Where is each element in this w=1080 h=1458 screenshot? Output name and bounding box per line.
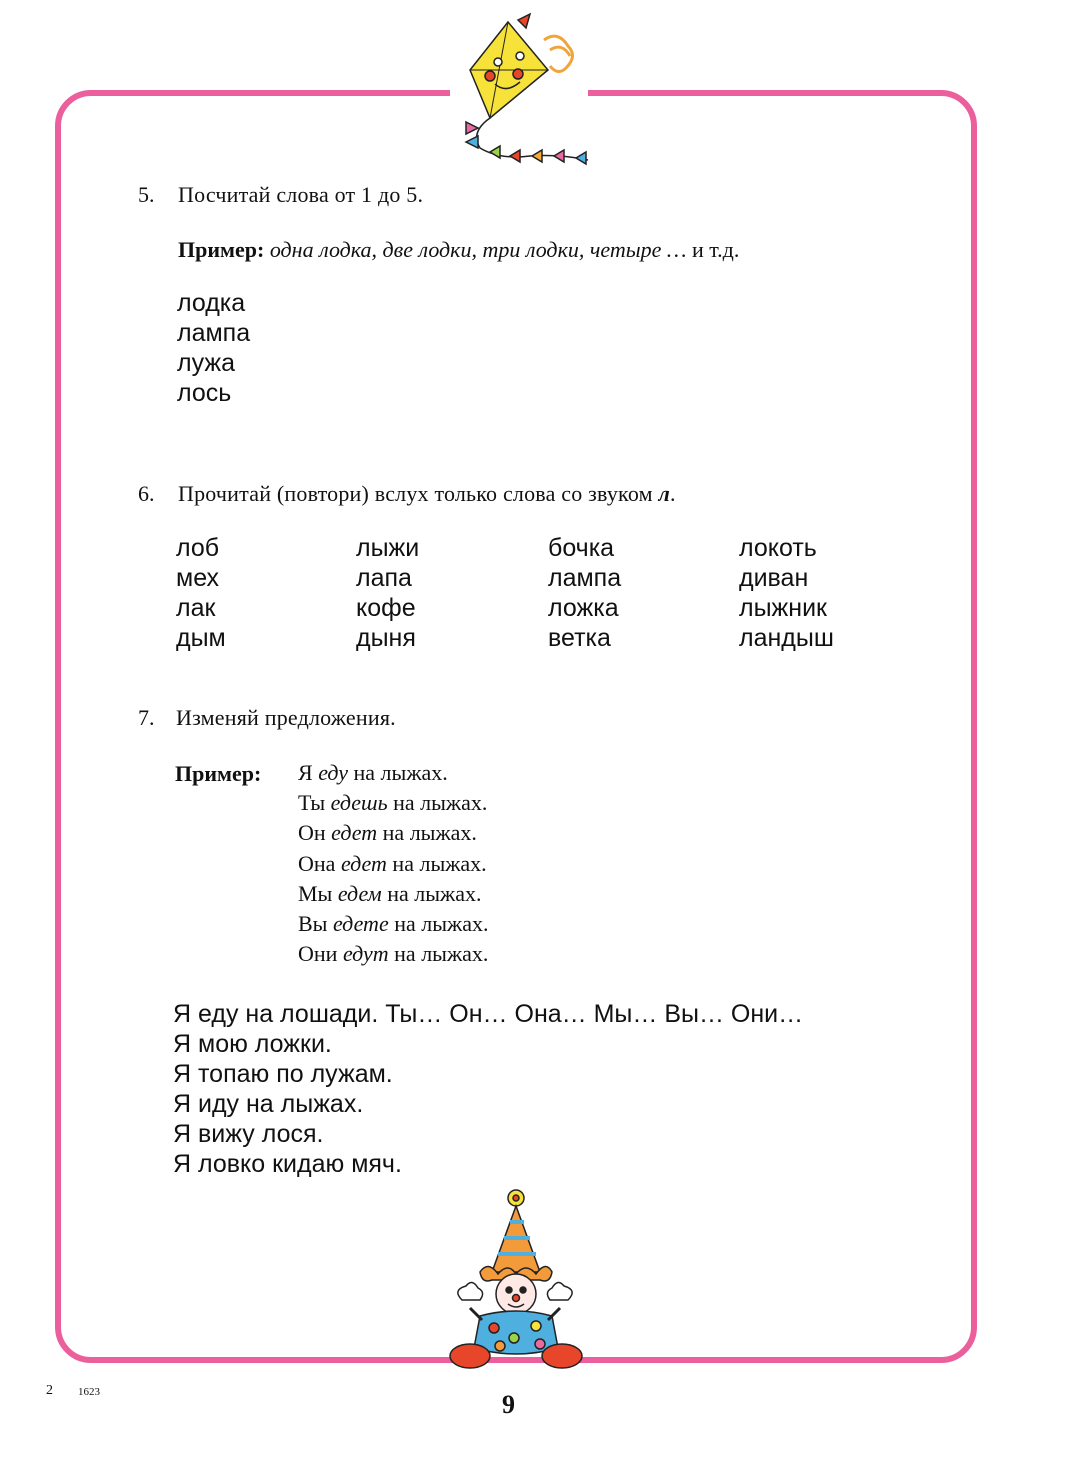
list-item: лось <box>177 379 232 407</box>
exercise-5-number: 5. <box>138 182 155 207</box>
target-sound: л <box>658 481 670 506</box>
exercise-7-task-list <box>173 999 803 1179</box>
example-line: Мы едем на лыжах. <box>298 880 482 906</box>
list-item: ландыш <box>739 624 834 652</box>
exercise-6-column-4 <box>739 533 834 653</box>
list-item: лак <box>176 594 216 622</box>
example-line: Ты едешь на лыжах. <box>298 790 488 816</box>
example-text: одна лодка, две лодки, три лодки, четыре … <box>269 237 687 262</box>
exercise-7-instruction: Изменяй предложения. <box>176 705 396 730</box>
exercise-7-number: 7. <box>138 705 155 730</box>
exercise-6-column-1 <box>176 533 226 653</box>
exercise-6-column-2 <box>356 533 419 653</box>
example-line: Они едут на лыжах. <box>298 941 489 967</box>
list-item: локоть <box>739 534 817 562</box>
list-item: лампа <box>548 564 622 592</box>
exercise-6-number: 6. <box>138 481 155 506</box>
exercise-6-column-3 <box>548 533 621 653</box>
kite-illustration <box>440 10 600 170</box>
list-item: мех <box>176 564 220 592</box>
list-item: кофе <box>356 594 416 622</box>
list-item: Я вижу лося. <box>173 1120 324 1148</box>
list-item: Я ловко кидаю мяч. <box>173 1150 402 1178</box>
list-item: Я мою ложки. <box>173 1030 332 1058</box>
example-line: Я еду на лыжах. <box>298 760 448 785</box>
list-item: лужа <box>177 349 235 377</box>
example-line: Вы едете на лыжах. <box>298 911 489 937</box>
exercise-6-instruction <box>178 481 676 507</box>
list-item: Я иду на лыжах. <box>173 1090 364 1118</box>
list-item: ветка <box>548 624 611 652</box>
list-item: бочка <box>548 534 615 562</box>
example-label: Пример: <box>178 237 265 262</box>
exercise-5-instruction: Посчитай слова от 1 до 5. <box>178 182 424 207</box>
list-item: лыжи <box>356 534 420 562</box>
list-item: ложка <box>548 594 619 622</box>
exercise-7-example-lines <box>298 758 488 969</box>
clown-illustration <box>440 1188 590 1378</box>
example-line: Она едет на лыжах. <box>298 850 487 876</box>
list-item: дым <box>176 624 226 652</box>
list-item: дыня <box>356 624 416 652</box>
print-code: 1623 <box>78 1386 100 1398</box>
instruction-end: . <box>669 481 676 506</box>
page-number: 9 <box>502 1390 515 1419</box>
exercise-7-example-label: Пример: <box>175 761 262 786</box>
list-item: Я еду на лошади. Ты… Он… Она… Мы… Вы… Они… <box>173 1000 804 1028</box>
list-item: лодка <box>177 289 246 317</box>
exercise-5-word-list <box>177 288 250 408</box>
sheet-mark: 2 <box>46 1383 53 1398</box>
list-item: диван <box>739 564 809 592</box>
exercise-5-example <box>178 237 739 263</box>
list-item: Я топаю по лужам. <box>173 1060 393 1088</box>
list-item: лоб <box>176 534 220 562</box>
list-item: лапа <box>356 564 412 592</box>
list-item: лыжник <box>739 594 827 622</box>
example-tail: и т.д. <box>686 237 740 262</box>
list-item: лампа <box>177 319 251 347</box>
instruction-text: Прочитай (повтори) вслух только слова со звуком <box>178 481 659 506</box>
example-line: Он едет на лыжах. <box>298 820 477 846</box>
